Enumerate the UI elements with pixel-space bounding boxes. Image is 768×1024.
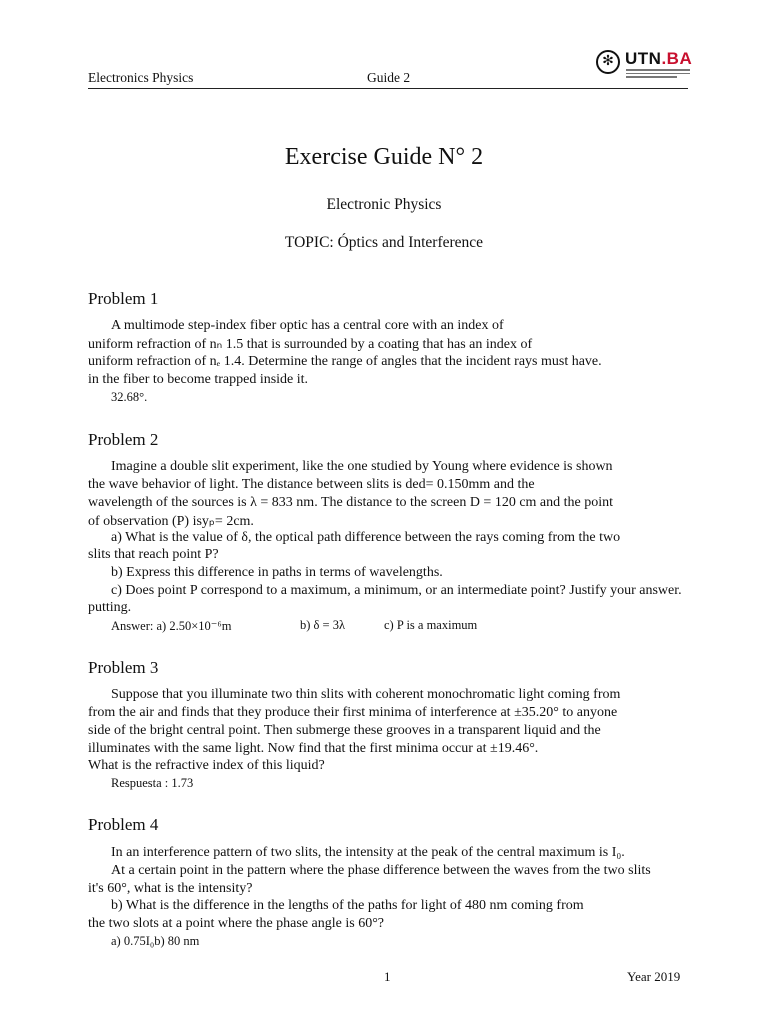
problem-text-line: slits that reach point P? <box>88 547 219 562</box>
problem-heading: Problem 2 <box>88 430 159 449</box>
problem-text-line: Suppose that you illuminate two thin slits with coherent monochromatic light coming from <box>111 687 621 702</box>
header-divider <box>88 88 688 89</box>
page-number: 1 <box>384 969 391 984</box>
problem-text-line: illuminates with the same light. Now find that the first minima occur at ±19.46°. <box>88 741 539 756</box>
problem-text-line: uniform refraction of nₑ 1.4. Determine the range of angles that the incident rays must have. <box>88 354 602 369</box>
problem-text-line: side of the bright central point. Then submerge these grooves in a transparent liquid and the <box>88 723 601 738</box>
problem-text-line: A multimode step-index fiber optic has a central core with an index of <box>111 318 504 333</box>
problem-text-line: Imagine a double slit experiment, like the one studied by Young where evidence is shown <box>111 459 613 474</box>
page-topic: TOPIC: Óptics and Interference <box>284 234 484 251</box>
problem-text-line: uniform refraction of nₙ 1.5 that is surrounded by a coating that has an index of <box>88 337 533 352</box>
utn-gear-icon: ✻ <box>596 50 620 74</box>
header-guide: Guide 2 <box>367 70 411 85</box>
problem-text-line: the two slots at a point where the phase angle is 60°? <box>88 916 385 931</box>
logo-text: UTN.BA <box>625 49 693 68</box>
header-course: Electronics Physics <box>88 70 194 85</box>
utn-ba-logo <box>596 50 692 82</box>
problem-heading: Problem 1 <box>88 289 159 308</box>
problem-heading: Problem 3 <box>88 658 159 677</box>
problem-text-line: What is the refractive index of this liquid? <box>88 758 325 773</box>
problem-answer: Respuesta : 1.73 <box>111 776 194 790</box>
problem-answer: c) P is a maximum <box>384 618 478 632</box>
footer-year: Year 2019 <box>627 969 681 984</box>
problem-heading: Problem 4 <box>88 815 159 834</box>
problem-text-line: c) Does point P correspond to a maximum, a minimum, or an intermediate point? Justify your answer. <box>111 583 682 598</box>
problem-text-line: of observation (P) isyₚ= 2cm. <box>88 514 254 529</box>
logo-subtitle-lines <box>626 69 690 80</box>
problem-text-line: it's 60°, what is the intensity? <box>88 881 253 896</box>
problem-answer: b) δ = 3λ <box>300 618 346 632</box>
problem-text-line: from the air and finds that they produce their first minima of interference at ±35.20° to anyone <box>88 705 618 720</box>
page-subtitle: Electronic Physics <box>326 196 442 213</box>
problem-text-line: In an interference pattern of two slits, the intensity at the peak of the central maximum is I₀. <box>111 845 625 860</box>
problem-text-line: b) Express this difference in paths in terms of wavelengths. <box>111 565 443 580</box>
problem-text-line: putting. <box>88 600 132 615</box>
problem-text-line: b) What is the difference in the lengths of the paths for light of 480 nm coming from <box>111 898 584 913</box>
problem-text-line: At a certain point in the pattern where the phase difference between the waves from the two slits <box>111 863 651 878</box>
problem-answer: Answer: a) 2.50×10⁻⁶m <box>111 619 232 633</box>
problem-text-line: in the fiber to become trapped inside it. <box>88 372 309 387</box>
problem-answer: 32.68°. <box>111 390 148 404</box>
problem-text-line: a) What is the value of δ, the optical path difference between the rays coming from the two <box>111 530 621 545</box>
problem-answer: a) 0.75I₀b) 80 nm <box>111 934 200 948</box>
problem-text-line: the wave behavior of light. The distance between slits is ded= 0.150mm and the <box>88 477 535 492</box>
problem-text-line: wavelength of the sources is λ = 833 nm. The distance to the screen D = 120 cm and the point <box>88 495 614 510</box>
page-title: Exercise Guide N° 2 <box>284 144 484 170</box>
